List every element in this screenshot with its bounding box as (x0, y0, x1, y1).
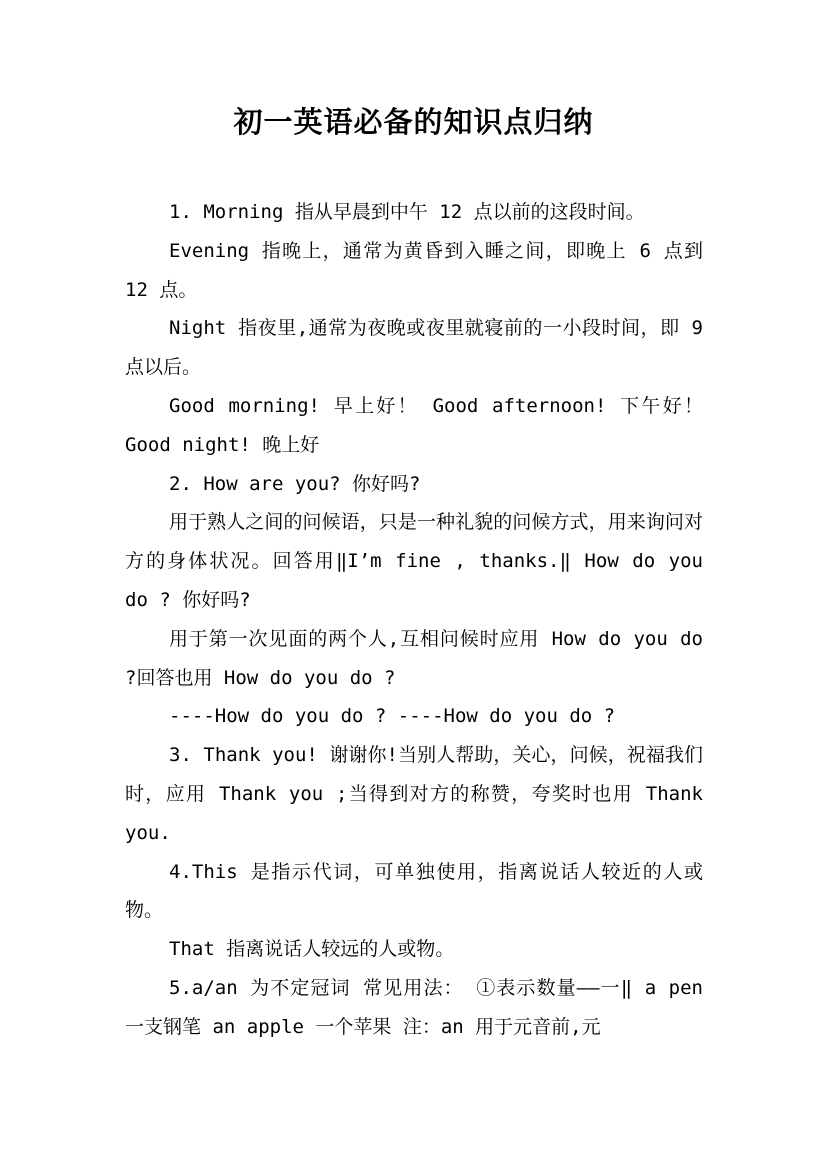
paragraph-4-this: 4.This 是指示代词，可单独使用，指离说话人较近的人或物。 (125, 860, 703, 922)
paragraph-1-morning: 1. Morning 指从早晨到中午 12 点以前的这段时间。 (169, 201, 645, 223)
paragraph-greetings: Good morning! 早上好！ Good afternoon! 下午好！ Good night! 晚上好 (125, 394, 703, 456)
paragraph-night: Night 指夜里,通常为夜晚或夜里就寝前的一小段时间，即 9 点以后。 (125, 317, 703, 379)
paragraph-evening: Evening 指晚上，通常为黄昏到入睡之间，即晚上 6 点到 12 点。 (125, 239, 703, 301)
paragraph-3-thank-you: 3. Thank you! 谢谢你!当别人帮助，关心，问候，祝福我们时，应用 Thank you ;当得到对方的称赞，夸奖时也用 Thank you. (125, 744, 703, 844)
paragraph-how-do-you-do-dialogue: ----How do you do ? ----How do you do ? (169, 705, 616, 728)
document-title: 初一英语必备的知识点归纳 (233, 105, 594, 139)
document-body (125, 193, 703, 1047)
paragraph-2-how-are-you: 2. How are you? 你好吗? (169, 472, 421, 495)
paragraph-how-do-you-do-usage: 用于第一次见面的两个人,互相问候时应用 How do you do ?回答也用 How do you do ? (125, 627, 703, 689)
paragraph-that: That 指离说话人较远的人或物。 (169, 938, 455, 961)
paragraph-5-articles: 5.a/an 为不定冠词 常见用法： ①表示数量——一‖ a pen 一支钢笔 an apple 一个苹果 注：an 用于元音前,元 (125, 976, 703, 1038)
paragraph-how-are-you-usage: 用于熟人之间的问候语，只是一种礼貌的问候方式，用来询问对方的身体状况。回答用‖I’m fine , thanks.‖ How do you do ? 你好吗? (125, 511, 703, 611)
